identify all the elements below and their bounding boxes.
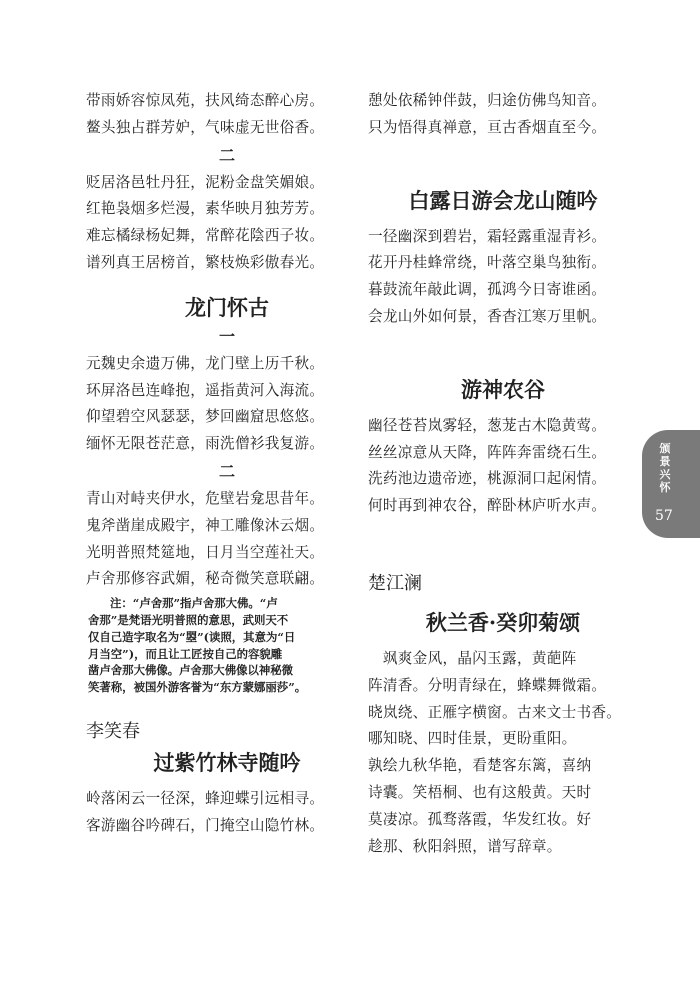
poem-line: 晓岚绕、正雁字横窗。古来文士书香。 [368,703,622,721]
zizhulin-poem [86,786,368,840]
poem-line: 谱列真王居榜首，繁枝焕彩傲春光。 [86,253,325,271]
intro-poem [86,88,368,142]
poem-title: 过紫竹林寺随吟 [153,749,301,775]
note-line: 笑著称，被国外游客誉为“东方蒙娜丽莎”。 [88,680,307,695]
poem-line: 只为悟得真禅意，亘古香烟直至今。 [368,118,607,136]
poem-subheading: 二 [218,145,235,165]
shennong-poem [368,413,638,520]
left-column [86,88,368,840]
poem-title: 龙门怀古 [185,294,269,320]
poem-line: 暮鼓流年敲此调，孤鸿今日寄谁函。 [368,281,607,299]
note-line: 仅自己造字取名为“曌”(读照，其意为“日 [88,629,296,644]
bailu-poem [368,224,638,331]
poem-line: 诗囊。笑梧桐、也有这般黄。天时 [368,783,592,801]
poem-line: 贬居洛邑牡丹狂，泥粉金盘笑媚娘。 [86,173,325,191]
poem-line: 岭落闲云一径深，蜂迎蝶引远相寻。 [86,789,325,807]
poem-title: 白露日游会龙山随吟 [408,187,598,213]
poem-line: 光明普照梵筵地，日月当空莲社天。 [86,543,325,561]
poem-line: 客游幽谷吟碑石，门掩空山隐竹林。 [86,816,325,834]
footnote [86,595,368,696]
author-name: 李笑春 [86,720,140,742]
poem-line: 缅怀无限苍茫意，雨洗僧衫我复游。 [86,435,325,453]
poem-line: 幽径苍苔岚雾轻，葱茏古木隐黄莺。 [368,416,607,434]
poem-line: 阵清香。分明青绿在，蜂蝶舞微霜。 [368,676,607,694]
poem-line: 趁那、秋阳斜照，谱写辞章。 [368,837,562,855]
poem-line: 元魏史余遗万佛，龙门壁上历千秋。 [86,354,325,372]
section-heading: 楚江澜 [368,572,422,594]
poem-line: 孰绘九秋华艳，看楚客东篱，喜纳 [368,757,592,775]
peony-poem-2 [86,170,368,277]
longmen-poem-1 [86,351,368,458]
poem-line: 带雨娇容惊凤苑，扶风绮态醉心房。 [86,92,325,109]
qiulan-ci [368,646,638,860]
poem-line: 莫凄凉。孤骛落霞，华发红妆。好 [368,810,592,828]
note-line: 注：“卢舍那”指卢舍那大佛。“卢 [110,596,278,611]
longmen-poem-2 [86,486,368,593]
poem-line: 一径幽深到碧岩，霜轻露重湿青衫。 [368,227,607,245]
poem-line: 哪知晓、四时佳景，更盼重阳。 [368,730,577,748]
poem-line: 仰望碧空风瑟瑟，梦回幽窟思悠悠。 [86,408,325,426]
chapter-label: 颁景兴怀 [659,442,671,494]
poem-line: 洗药池边遗帝迹，桃源洞口起闲情。 [368,470,607,488]
poem-title: 秋兰香·癸卯菊颂 [425,609,581,635]
poem-line: 何时再到神农谷，醉卧林庐听水声。 [368,497,607,515]
note-line: 凿卢舍那大佛像。卢舍那大佛像以神秘微 [88,663,294,678]
page-number: 57 [655,508,673,524]
poem-subheading: 一 [218,326,235,346]
poem-line: 会龙山外如何景，香杳江寒万里帆。 [368,307,607,325]
right-column [368,88,638,860]
poem-line: 飒爽金风，晶闪玉露，黄葩阵 [368,649,577,667]
poem-subheading: 二 [218,461,235,481]
poem-line: 憩处依稀钟伴鼓，归途仿佛鸟知音。 [368,92,607,109]
poem-line: 花开丹桂蜂常绕，叶落空巢鸟独衔。 [368,254,607,272]
poem-line: 鳌头独占群芳妒，气味虚无世俗香。 [86,118,325,136]
chapter-side-tab [642,430,700,538]
poem-line: 丝丝凉意从天降，阵阵奔雷绕石生。 [368,443,607,461]
poem-line: 红艳袅烟多烂漫，素华映月独芳芳。 [86,200,325,218]
poem-line: 环屏洛邑连峰抱，遥指黄河入海流。 [86,381,325,399]
note-line: 月当空”)，而且让工匠按自己的容貌雕 [88,646,283,661]
zizhulin-poem-continued [368,88,638,142]
note-line: 舍那”是梵语光明普照的意思，武则天不 [88,612,289,627]
poem-line: 鬼斧凿崖成殿宇，神工雕像沐云烟。 [86,516,325,534]
poem-line: 青山对峙夹伊水，危壁岩龛思昔年。 [86,489,325,507]
poem-line: 难忘橘绿杨妃舞，常醉花陰西子妆。 [86,227,325,245]
poem-line: 卢舍那修容武媚，秘奇微笑意联翩。 [86,570,325,588]
poem-title: 游神农谷 [461,376,545,402]
